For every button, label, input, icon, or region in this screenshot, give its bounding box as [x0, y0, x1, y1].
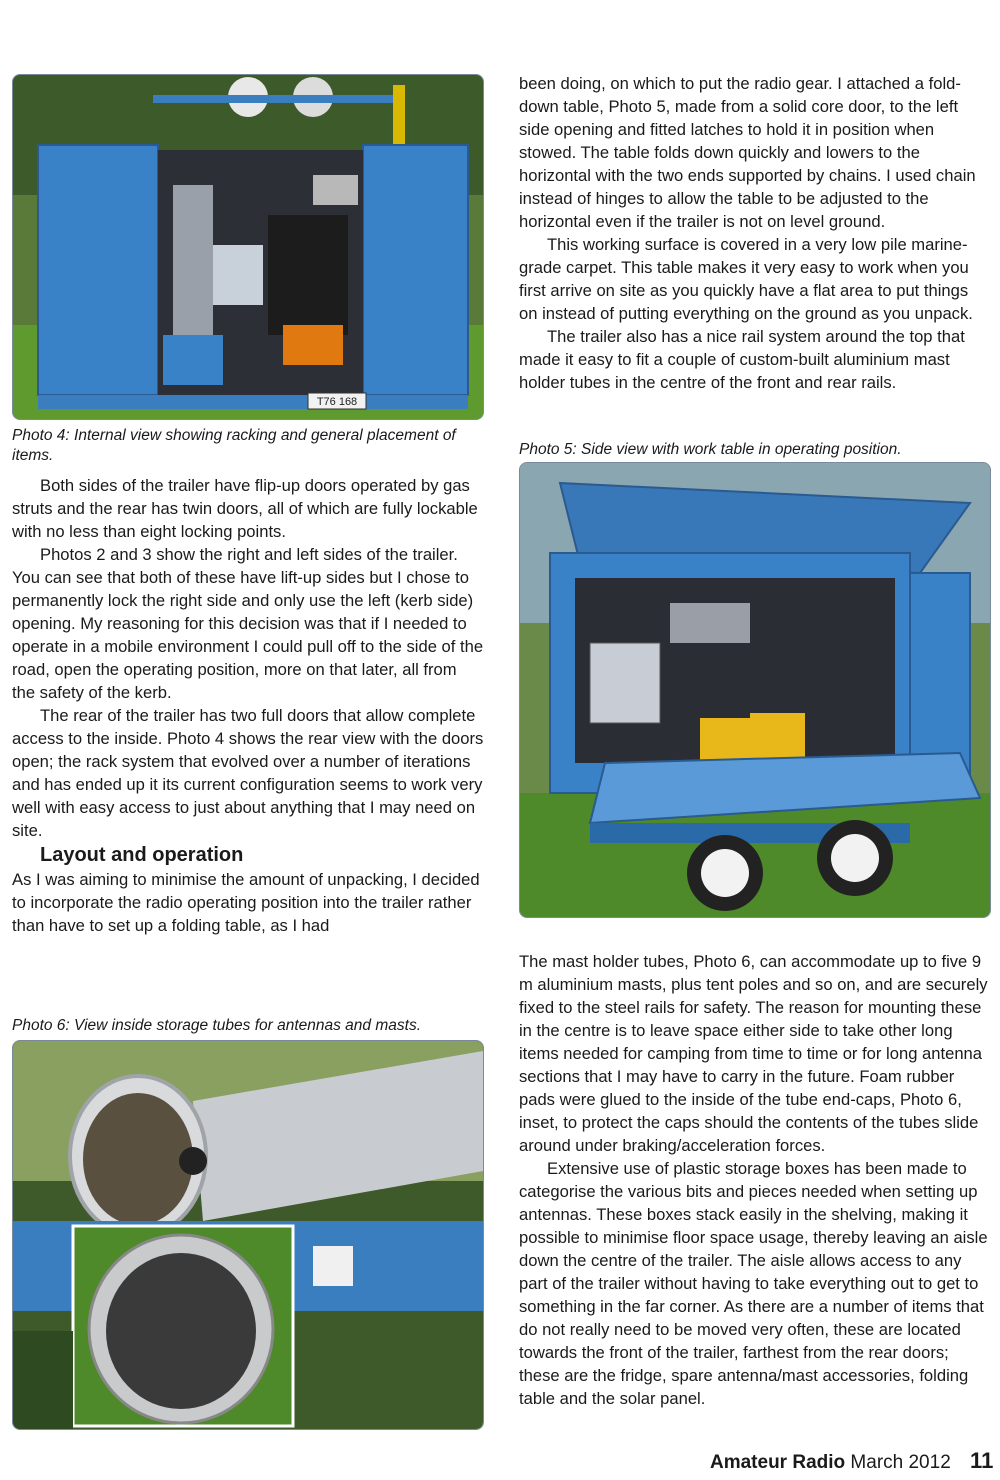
issue-date: March 2012 [850, 1452, 951, 1473]
photo-4-caption: Photo 4: Internal view showing racking and general placement of items. [12, 427, 456, 464]
photo-5-caption: Photo 5: Side view with work table in operating position. [519, 441, 902, 458]
magazine-name: Amateur Radio [710, 1452, 846, 1473]
paragraph: The mast holder tubes, Photo 6, can accommodate up to five 9 m aluminium masts, plus tent poles and so on, and are securely fixed to the steel rails for safety. The reason for mounting these in the centre is to leave space either side to take other long items needed for camping from time to time or for long antenna sections that I may have to carry in the future. Foam rubber pads were glued to the inside of the tube end-caps, Photo 6, inset, to protect the caps should the contents of the tubes slide around under braking/acceleration forces. [519, 952, 988, 1155]
paragraph: Extensive use of plastic storage boxes has been made to categorise the various bits and pieces needed when setting up antennas. These boxes stack easily in the shelving, making it possible to minimise floor space usage, thereby leaving an aisle down the centre of the trailer. The aisle allows access to any part of the trailer without having to take everything out to get to something in the far corner. As there are a number of items that do not really need to be moved very often, these are located towards the front of the trailer, farthest from the rear doors; these are the fridge, spare antenna/mast accessories, folding table and the solar panel. [519, 1159, 988, 1408]
page-footer [710, 1448, 993, 1474]
paragraph: As I was aiming to minimise the amount of unpacking, I decided to incorporate the radio operating position into the trailer rather than have to set up a folding table, as I had [12, 870, 480, 935]
photo-6-image [12, 1040, 484, 1430]
right-column-top [519, 72, 991, 394]
paragraph: Both sides of the trailer have flip-up doors operated by gas struts and the rear has twin doors, all of which are fully lockable with no less than eight locking points. [12, 476, 478, 541]
photo-5-image [519, 462, 991, 918]
paragraph: Photos 2 and 3 show the right and left sides of the trailer. You can see that both of these have lift-up sides but I chose to permanently lock the right side and only use the left (kerb side) opening. My reasoning for this decision was that if I needed to operate in a mobile environment I could pull off to the side of the road, open the operating position, more on that later, all from the safety of the kerb. [12, 545, 484, 702]
photo-6-caption: Photo 6: View inside storage tubes for antennas and masts. [12, 1017, 421, 1034]
section-heading: Layout and operation [40, 844, 244, 866]
paragraph: The rear of the trailer has two full doors that allow complete access to the inside. Photo 4 shows the rear view with the doors open; the rack system that evolved over a number of iterations and has ended up it its current configuration seems to work very well with easy access to just about anything that I may need on site. [12, 706, 484, 840]
license-plate: T76 168 [316, 396, 358, 408]
page-number: 11 [970, 1448, 994, 1473]
left-column [12, 474, 484, 937]
paragraph: been doing, on which to put the radio gear. I attached a fold-down table, Photo 5, made from a solid core door, to the left side opening and fitted latches to hold it in position when stowed. The table folds down quickly and lowers to the horizontal with the two ends supported by chains. I used chain instead of hinges to allow the table to be adjusted to the horizontal even if the trailer is not on level ground. [519, 74, 976, 231]
photo-4-image [12, 74, 484, 420]
right-column-bottom [519, 950, 991, 1410]
paragraph: The trailer also has a nice rail system around the top that made it easy to fit a couple of custom-built aluminium mast holder tubes in the centre of the front and rear rails. [519, 327, 965, 392]
paragraph: This working surface is covered in a very low pile marine-grade carpet. This table makes it very easy to work when you first arrive on site as you quickly have a flat area to put things on instead of putting everything on the ground as you unpack. [519, 235, 973, 323]
